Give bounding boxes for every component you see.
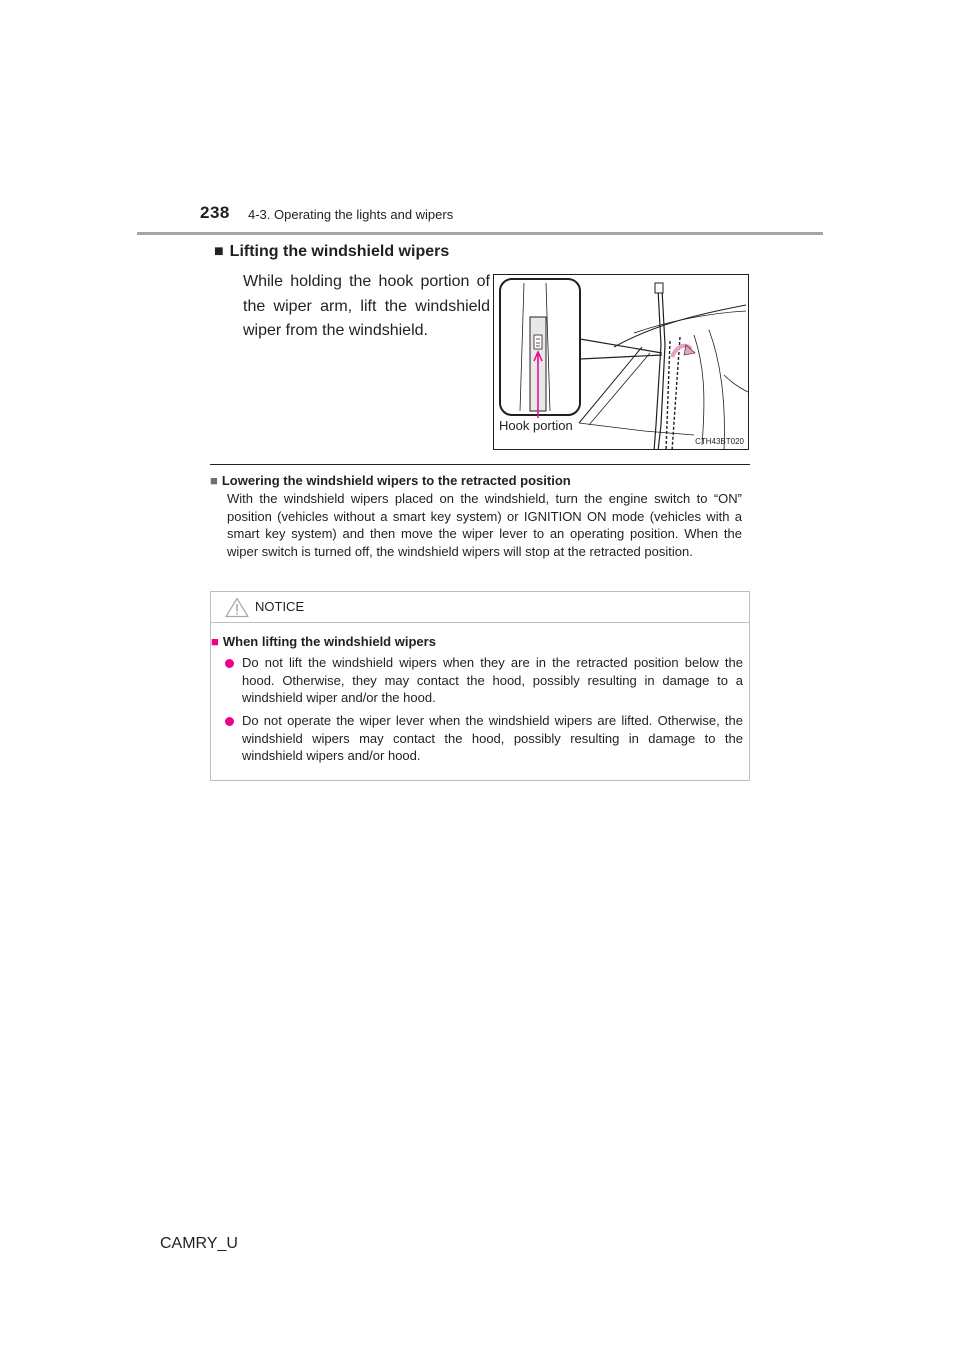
notice-label: NOTICE [255, 599, 305, 614]
notice-bullet [225, 654, 743, 707]
section-divider [210, 464, 750, 465]
lifting-heading-text: Lifting the windshield wipers [229, 243, 450, 260]
lifting-instructions: While holding the hook portion of the wiper arm, lift the windshield wiper from the windshield. [243, 273, 490, 339]
notice-bullet [225, 712, 743, 765]
header-rule [137, 232, 823, 235]
square-bullet-icon: ■ [214, 243, 224, 260]
square-bullet-icon: ■ [211, 634, 219, 649]
section-title: 4-3. Operating the lights and wipers [248, 207, 454, 222]
square-bullet-icon: ■ [210, 473, 218, 488]
notice-heading [211, 634, 436, 649]
warning-triangle-icon [225, 597, 249, 618]
bullet-dot-icon [225, 717, 234, 726]
notice-bullet-text: Do not operate the wiper lever when the windshield wipers are lifted. Otherwise, the windshield wipers may contact the hood, possibly resulting in damage to the windshield wipers and/or hood. [242, 713, 743, 763]
notice-bullet-text: Do not lift the windshield wipers when they are in the retracted position below the hood. Otherwise, they may contact the hood, possibly resulting in damage to a windshield wiper and/or the hood. [242, 655, 743, 705]
footer-model: CAMRY_U [160, 1235, 238, 1252]
notice-heading-text: When lifting the windshield wipers [222, 634, 436, 649]
lowering-text: With the windshield wipers placed on the windshield, turn the engine switch to “ON” position (vehicles without a smart key system) or IGNITION ON mode (vehicles with a smart key system) and then move the wiper lever to an operating position. When the wiper switch is turned off, the windshield wipers will stop at the retracted position. [227, 491, 742, 559]
lowering-heading-text: Lowering the windshield wipers to the retracted position [221, 473, 571, 488]
page-number: 238 [200, 203, 230, 222]
notice-header [211, 592, 749, 623]
bullet-dot-icon [225, 659, 234, 668]
figure-code: CTH43BT020 [695, 437, 744, 446]
notice-box [210, 591, 750, 781]
lowering-heading [210, 473, 571, 488]
hook-portion-label: Hook portion [499, 418, 573, 433]
lifting-heading [214, 243, 449, 261]
wiper-illustration [493, 274, 749, 450]
